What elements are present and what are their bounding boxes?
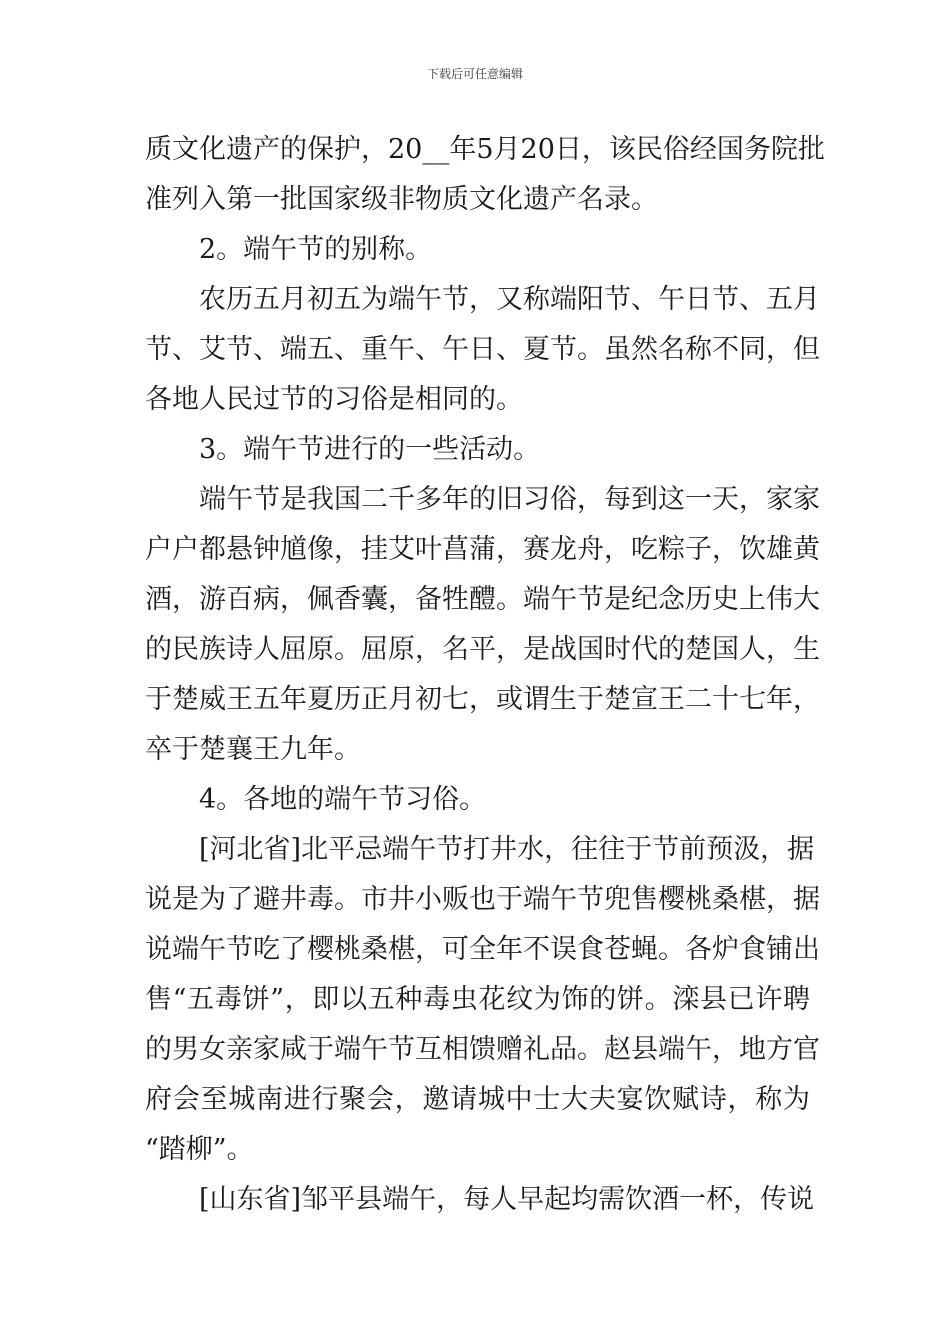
text-line: 卒于楚襄王九年。 <box>145 734 361 765</box>
text-line: [河北省]北平忌端午节打井水，往往于节前预汲，据 <box>199 834 815 865</box>
text-line: 节、艾节、端五、重午、午日、夏节。虽然名称不同，但 <box>145 334 820 365</box>
text-line: 各地人民过节的习俗是相同的。 <box>145 384 523 415</box>
text-line: 的男女亲家咸于端午节互相馈赠礼品。赵县端午，地方官 <box>145 1034 820 1065</box>
text-line: 于楚威王五年夏历正月初七，或谓生于楚宣王二十七年， <box>145 684 820 715</box>
text-line: 说端午节吃了樱桃桑椹，可全年不误食苍蝇。各炉食铺出 <box>145 934 820 965</box>
text-line: “踏柳”。 <box>145 1134 254 1165</box>
page-header: 下载后可任意编辑 <box>426 67 523 81</box>
text-line: 酒，游百病，佩香囊，备牲醴。端午节是纪念历史上伟大 <box>145 584 820 615</box>
text-line: 农历五月初五为端午节，又称端阳节、午日节、五月 <box>199 284 820 315</box>
text-line: [山东省]邹平县端午，每人早起均需饮酒一杯，传说 <box>199 1184 815 1215</box>
text-line: 府会至城南进行聚会，邀请城中士大夫宴饮赋诗，称为 <box>145 1084 810 1115</box>
text-line: 售“五毒饼”，即以五种毒虫花纹为饰的饼。滦县已许聘 <box>145 984 810 1015</box>
text-line: 端午节是我国二千多年的旧习俗，每到这一天，家家 <box>199 484 820 515</box>
text-line: 准列入第一批国家级非物质文化遗产名录。 <box>145 184 658 215</box>
text-line: 户户都悬钟馗像，挂艾叶菖蒲，赛龙舟，吃粽子，饮雄黄 <box>145 534 820 565</box>
section-heading: 2。端午节的别称。 <box>199 234 433 265</box>
text-line: 的民族诗人屈原。屈原，名平，是战国时代的楚国人，生 <box>145 634 820 665</box>
text-line: 说是为了避井毒。市井小贩也于端午节兜售樱桃桑椹，据 <box>145 884 820 915</box>
section-heading: 3。端午节进行的一些活动。 <box>199 434 541 465</box>
section-heading: 4。各地的端午节习俗。 <box>199 784 487 815</box>
text-line: 质文化遗产的保护，20__年5月20日，该民俗经国务院批 <box>145 134 825 165</box>
